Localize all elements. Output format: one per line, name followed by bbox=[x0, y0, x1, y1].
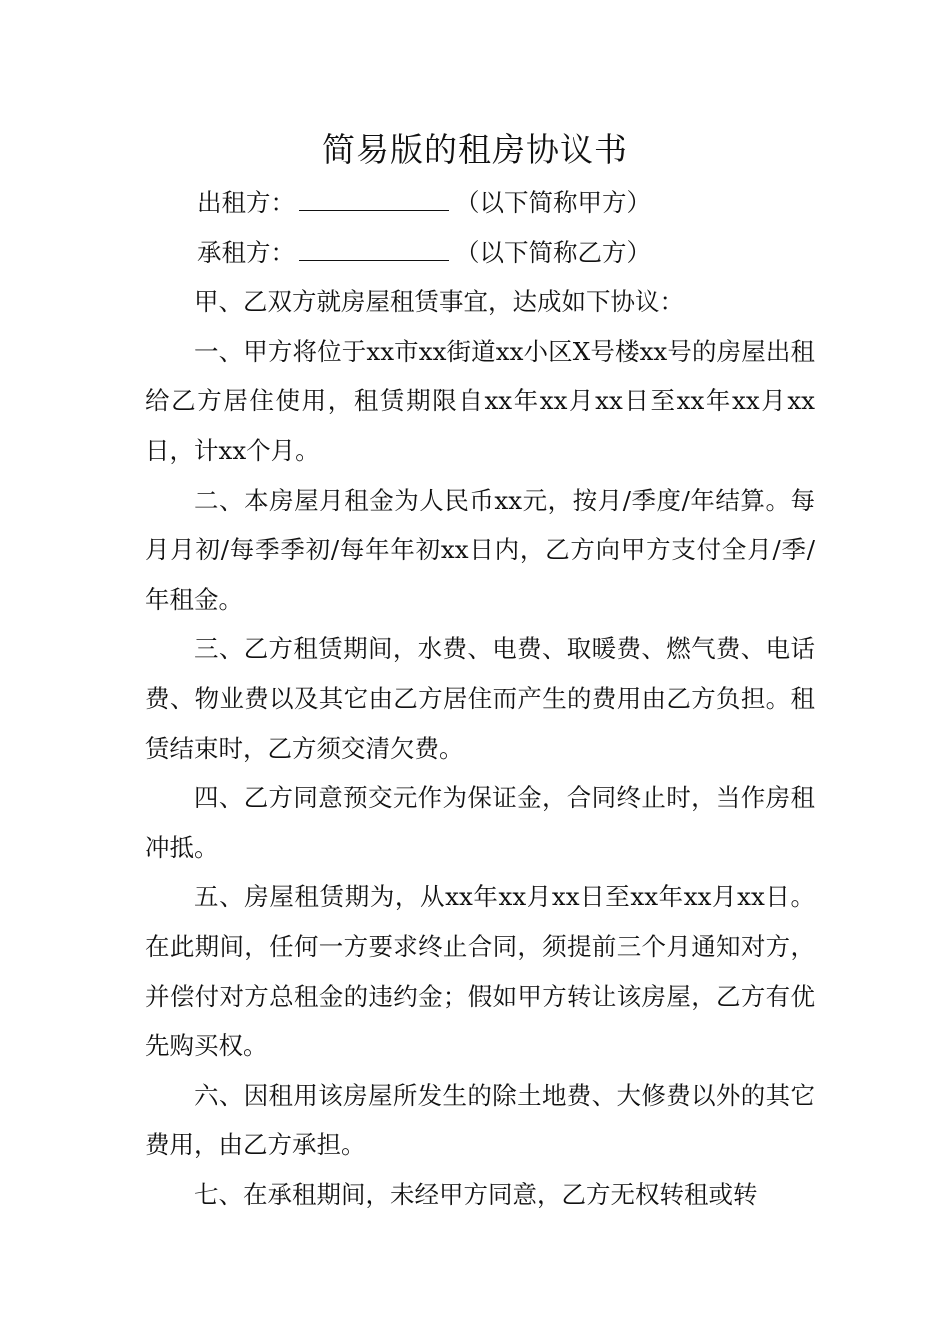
clause-2: 二、本房屋月租金为人民币xx元，按月/季度/年结算。每月月初/每季季初/每年年初xx日内，乙方向甲方支付全月/季/年租金。 bbox=[145, 485, 815, 614]
lessor-suffix: （以下简称甲方） bbox=[455, 188, 651, 217]
lessee-label: 承租方： bbox=[197, 237, 295, 267]
lessor-line bbox=[145, 178, 815, 228]
clause-3: 三、乙方租赁期间，水费、电费、取暖费、燃气费、电话费、物业费以及其它由乙方居住而产生的费用由乙方负担。租赁结束时，乙方须交清欠费。 bbox=[145, 634, 815, 763]
lessee-line bbox=[145, 228, 815, 278]
clause-4: 四、乙方同意预交元作为保证金，合同终止时，当作房租冲抵。 bbox=[145, 783, 815, 862]
lessor-label: 出租方： bbox=[197, 188, 295, 217]
clause-6: 六、因租用该房屋所发生的除土地费、大修费以外的其它费用，由乙方承担。 bbox=[145, 1080, 815, 1160]
intro-paragraph: 甲、乙双方就房屋租赁事宜，达成如下协议： bbox=[194, 287, 684, 317]
clause-7: 七、在承租期间，未经甲方同意，乙方无权转租或转 bbox=[194, 1179, 758, 1209]
clause-5: 五、房屋租赁期为，从xx年xx月xx日至xx年xx月xx日。在此期间，任何一方要求终止合同，须提前三个月通知对方，并偿付对方总租金的违约金；假如甲方转让该房屋，乙方有优先购买权。 bbox=[145, 882, 815, 1061]
document-title: 简易版的租房协议书 bbox=[322, 130, 628, 169]
lessor-blank-field bbox=[299, 182, 449, 211]
clause-1: 一、甲方将位于xx市xx街道xx小区X号楼xx号的房屋出租给乙方居住使用，租赁期限自xx年xx月xx日至xx年xx月xx日，计xx个月。 bbox=[145, 336, 815, 465]
lessee-suffix: （以下简称乙方） bbox=[455, 237, 651, 267]
document-body bbox=[145, 178, 815, 1219]
lessee-blank-field bbox=[299, 232, 449, 261]
